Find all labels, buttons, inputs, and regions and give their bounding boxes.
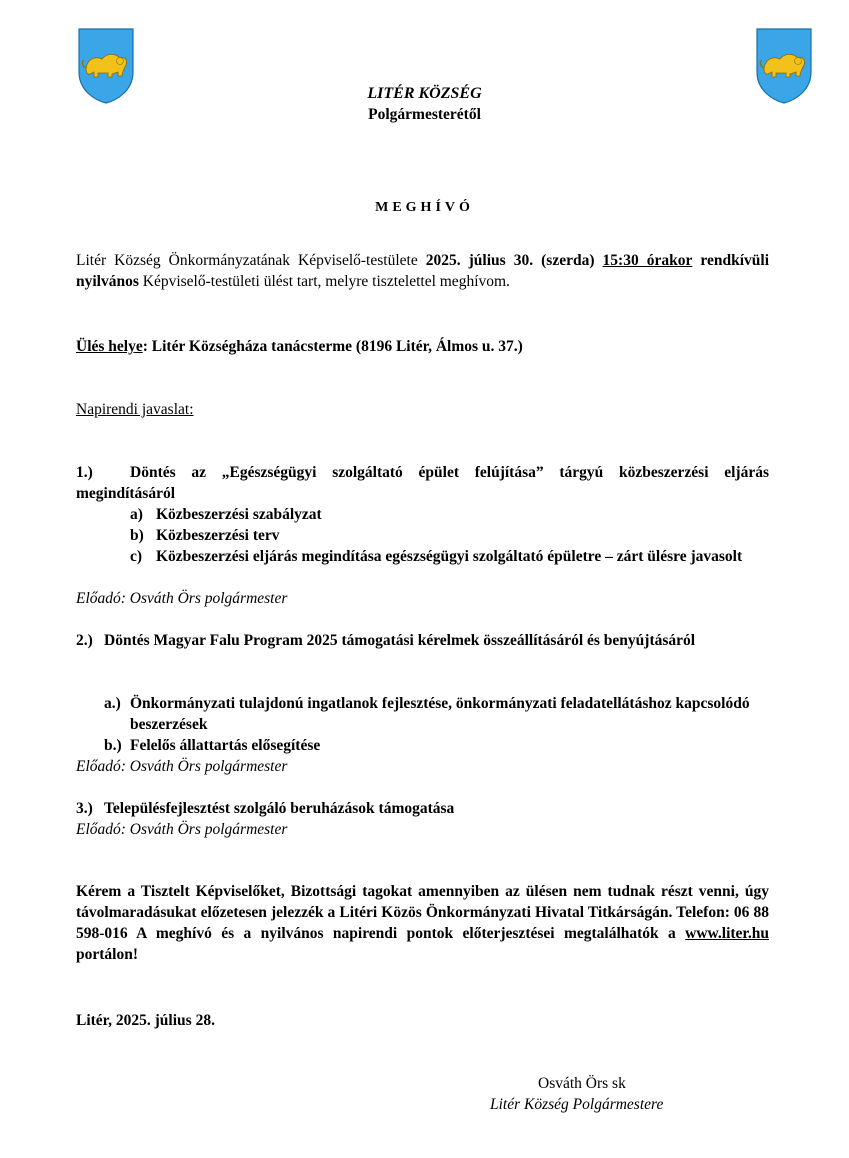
website-link[interactable]: www.liter.hu [685, 925, 769, 942]
document-title: MEGHÍVÓ [375, 200, 474, 215]
agenda-item-2: 2.) Döntés Magyar Falu Program 2025 támogatási kérelmek összeállításáról és benyújtásáról [76, 632, 696, 649]
office-subtitle: Polgármesterétől [368, 106, 481, 123]
place-date: Litér, 2025. július 28. [76, 1012, 215, 1029]
agenda-item-1-presenter: Előadó: Osváth Örs polgármester [76, 590, 288, 607]
agenda-item-3: 3.) Településfejlesztést szolgáló beruházások támogatása [76, 800, 455, 817]
intro-paragraph: Litér Község Önkormányzatának Képviselő-testülete 2025. július 30. (szerda) 15:30 órakor rendkívüli nyilvános Képviselő-testületi ülést tart, melyre tisztelettel meghívom. [76, 252, 770, 290]
venue-line: Ülés helye: Litér Községháza tanácsterme (8196 Litér, Álmos u. 37.) [76, 338, 523, 355]
signature-name: Osváth Örs sk [538, 1075, 626, 1092]
agenda-item-1-sub-a: a) Közbeszerzési szabályzat [130, 506, 322, 523]
agenda-item-2-presenter: Előadó: Osváth Örs polgármester [76, 758, 288, 775]
agenda-item-1-sub-c: c) Közbeszerzési eljárás megindítása egészségügyi szolgáltató épületre – zárt ülésre javasolt [130, 548, 743, 565]
agenda-item-2-sub-a: a.) Önkormányzati tulajdonú ingatlanok fejlesztése, önkormányzati feladatellátáshoz kapcsolódó beszerzések [104, 695, 750, 733]
agenda-item-2-sub-b: b.) Felelős állattartás elősegítése [104, 737, 321, 754]
notice-paragraph: Kérem a Tisztelt Képviselőket, Bizottsági tagokat amennyiben az ülésen nem tudnak részt venni, úgy távolmaradásukat előzetesen jelezzék a Litéri Közös Önkormányzati Hivatal Titkárságán. Telefon: 06 88 598-016 A meghívó és a nyilvános napirendi pontok előterjesztései megtalálhatók a www.liter.hu portálon! [76, 883, 769, 963]
agenda-heading: Napirendi javaslat: [76, 401, 194, 418]
agenda-item-3-presenter: Előadó: Osváth Örs polgármester [76, 821, 288, 838]
signature-title: Litér Község Polgármestere [490, 1096, 664, 1113]
municipality-title: LITÉR KÖZSÉG [367, 85, 482, 102]
agenda-item-1-sub-b: b) Közbeszerzési terv [130, 527, 280, 544]
agenda-item-1: 1.) Döntés az „Egészségügyi szolgáltató épület felújítása” tárgyú közbeszerzési eljárás megindításáról [76, 464, 769, 502]
